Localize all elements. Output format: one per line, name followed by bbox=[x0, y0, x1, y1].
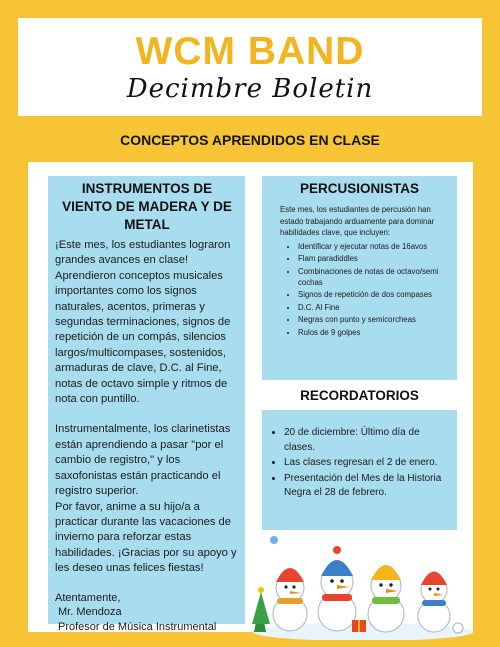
teacher-name: Mr. Mendoza bbox=[58, 606, 122, 619]
snowmen-illustration bbox=[252, 532, 474, 640]
list-item: • Signos de repetición de dos compases bbox=[298, 289, 451, 300]
reminders-list bbox=[266, 426, 453, 501]
woodwinds-paragraph-3: Por favor, anime a su hijo/a a practicar durante las vacaciones de invierno para reforzar estas habilidades. ¡Gracias por su apoyo y les deseo unas felices fiestas! bbox=[55, 500, 237, 575]
woodwinds-heading: INSTRUMENTOS DE VIENTO DE MADERA Y DE METAL bbox=[62, 181, 232, 232]
teacher-role: Profesor de Música Instrumental bbox=[58, 620, 217, 633]
woodwinds-paragraph-1: ¡Este mes, los estudiantes lograron grandes avances en clase! Aprendieron conceptos musicales importantes como los signos naturales, acentos, primeras y segundas terminaciones, signos de repetición de un compás, silencios largos/multicompases, sostenidos, armaduras de clave, D.C. al Fine, notas de octavo simple y ritmos de nota con puntillo. bbox=[55, 239, 231, 406]
list-item: • Negras con punto y semicorcheas bbox=[298, 314, 451, 325]
reminders-heading: RECORDATORIOS bbox=[300, 388, 419, 403]
reminders-box bbox=[262, 410, 457, 530]
newsletter-subtitle: Decimbre Boletin bbox=[126, 74, 374, 104]
list-item: • Combinaciones de notas de octavo/semi cochas bbox=[298, 266, 451, 288]
list-item: • Rulos de 9 golpes bbox=[298, 327, 451, 338]
signoff bbox=[55, 591, 239, 635]
list-item: • Las clases regresan el 2 de enero. bbox=[284, 456, 453, 471]
band-title: WCM BAND bbox=[135, 30, 365, 73]
percussion-heading: PERCUSIONISTAS bbox=[299, 181, 419, 196]
percussion-list bbox=[280, 241, 451, 338]
list-item: • Identificar y ejecutar notas de 16avos bbox=[298, 241, 451, 252]
closing-text: Atentamente, bbox=[55, 591, 121, 604]
woodwinds-box bbox=[48, 176, 245, 633]
percussion-box bbox=[262, 176, 457, 380]
percussion-intro: Este mes, los estudiantes de percusión han estado trabajando arduamente para dominar habilidades clave, que incluyen: bbox=[280, 205, 435, 237]
list-item: • Presentación del Mes de la Historia Negra el 28 de febrero. bbox=[284, 472, 453, 501]
list-item: • 20 de diciembre: Último día de clases. bbox=[284, 426, 453, 455]
list-item: • Flam paradiddles bbox=[298, 253, 451, 264]
section-title: CONCEPTOS APRENDIDOS EN CLASE bbox=[120, 132, 380, 148]
newsletter-header bbox=[18, 18, 482, 116]
woodwinds-paragraph-2: Instrumentalmente, los clarinetistas están aprendiendo a pasar "por el cambio de registro," y los saxofonistas están practicando el registro superior. bbox=[55, 423, 231, 498]
list-item: • D.C. Al Fine bbox=[298, 302, 451, 313]
